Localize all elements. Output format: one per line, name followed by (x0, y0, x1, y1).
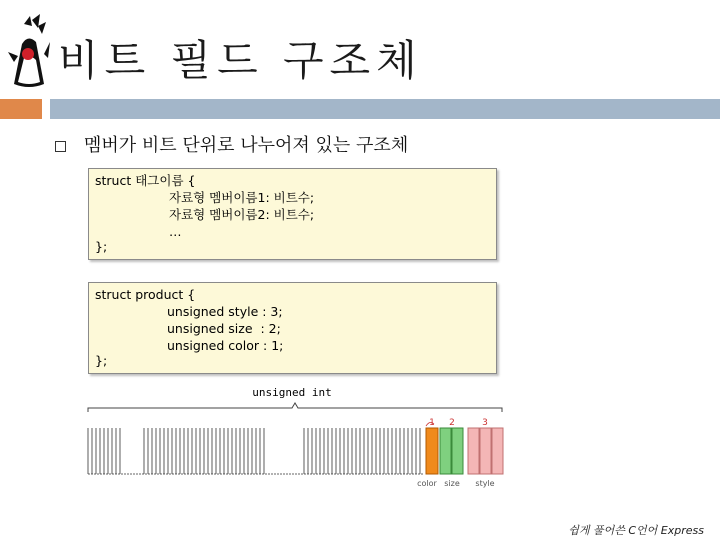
code-line: unsigned color : 1; (167, 338, 284, 353)
bullet-text: 멤버가 비트 단위로 나누어져 있는 구조체 (84, 135, 409, 156)
field-style-block-3 (492, 428, 503, 474)
code-line: 자료형 멤버이름1: 비트수; (169, 190, 315, 205)
field-style-block-1 (468, 428, 479, 474)
label-style: style (475, 479, 495, 488)
diagram-header: unsigned int (252, 386, 332, 399)
code-line: unsigned size : 2; (167, 321, 281, 336)
field-size-block-2 (452, 428, 463, 474)
bitcount-size: 2 (449, 418, 455, 428)
code-line: struct product { (95, 287, 196, 302)
bitcount-style: 3 (482, 418, 488, 428)
label-color: color (417, 479, 437, 488)
field-color-block (426, 428, 438, 474)
java-duke-logo-icon (4, 14, 52, 90)
field-size-block-1 (440, 428, 451, 474)
code-box-generic (88, 168, 497, 260)
bullet-square-icon (55, 141, 66, 152)
code-line: struct 태그이름 { (95, 173, 196, 188)
code-line: unsigned style : 3; (167, 304, 283, 319)
code-line: }; (95, 239, 108, 254)
accent-bar-orange (0, 99, 42, 119)
bitcount-color: 1 (429, 418, 435, 428)
field-style-block-2 (480, 428, 491, 474)
code-box-example (88, 282, 497, 374)
bit-cells (88, 428, 424, 474)
footer-text: 쉽게 풀어쓴 C언어 Express (568, 524, 704, 537)
label-size: size (444, 479, 460, 488)
code-line: }; (95, 353, 108, 368)
code-line: 자료형 멤버이름2: 비트수; (169, 207, 315, 222)
bitfield-diagram (82, 380, 512, 490)
slide-title: 비트 필드 구조체 (58, 36, 423, 85)
code-line: … (169, 224, 182, 239)
accent-bar-blue (50, 99, 720, 119)
accent-divider (42, 99, 50, 119)
diagram-brace (88, 403, 502, 412)
